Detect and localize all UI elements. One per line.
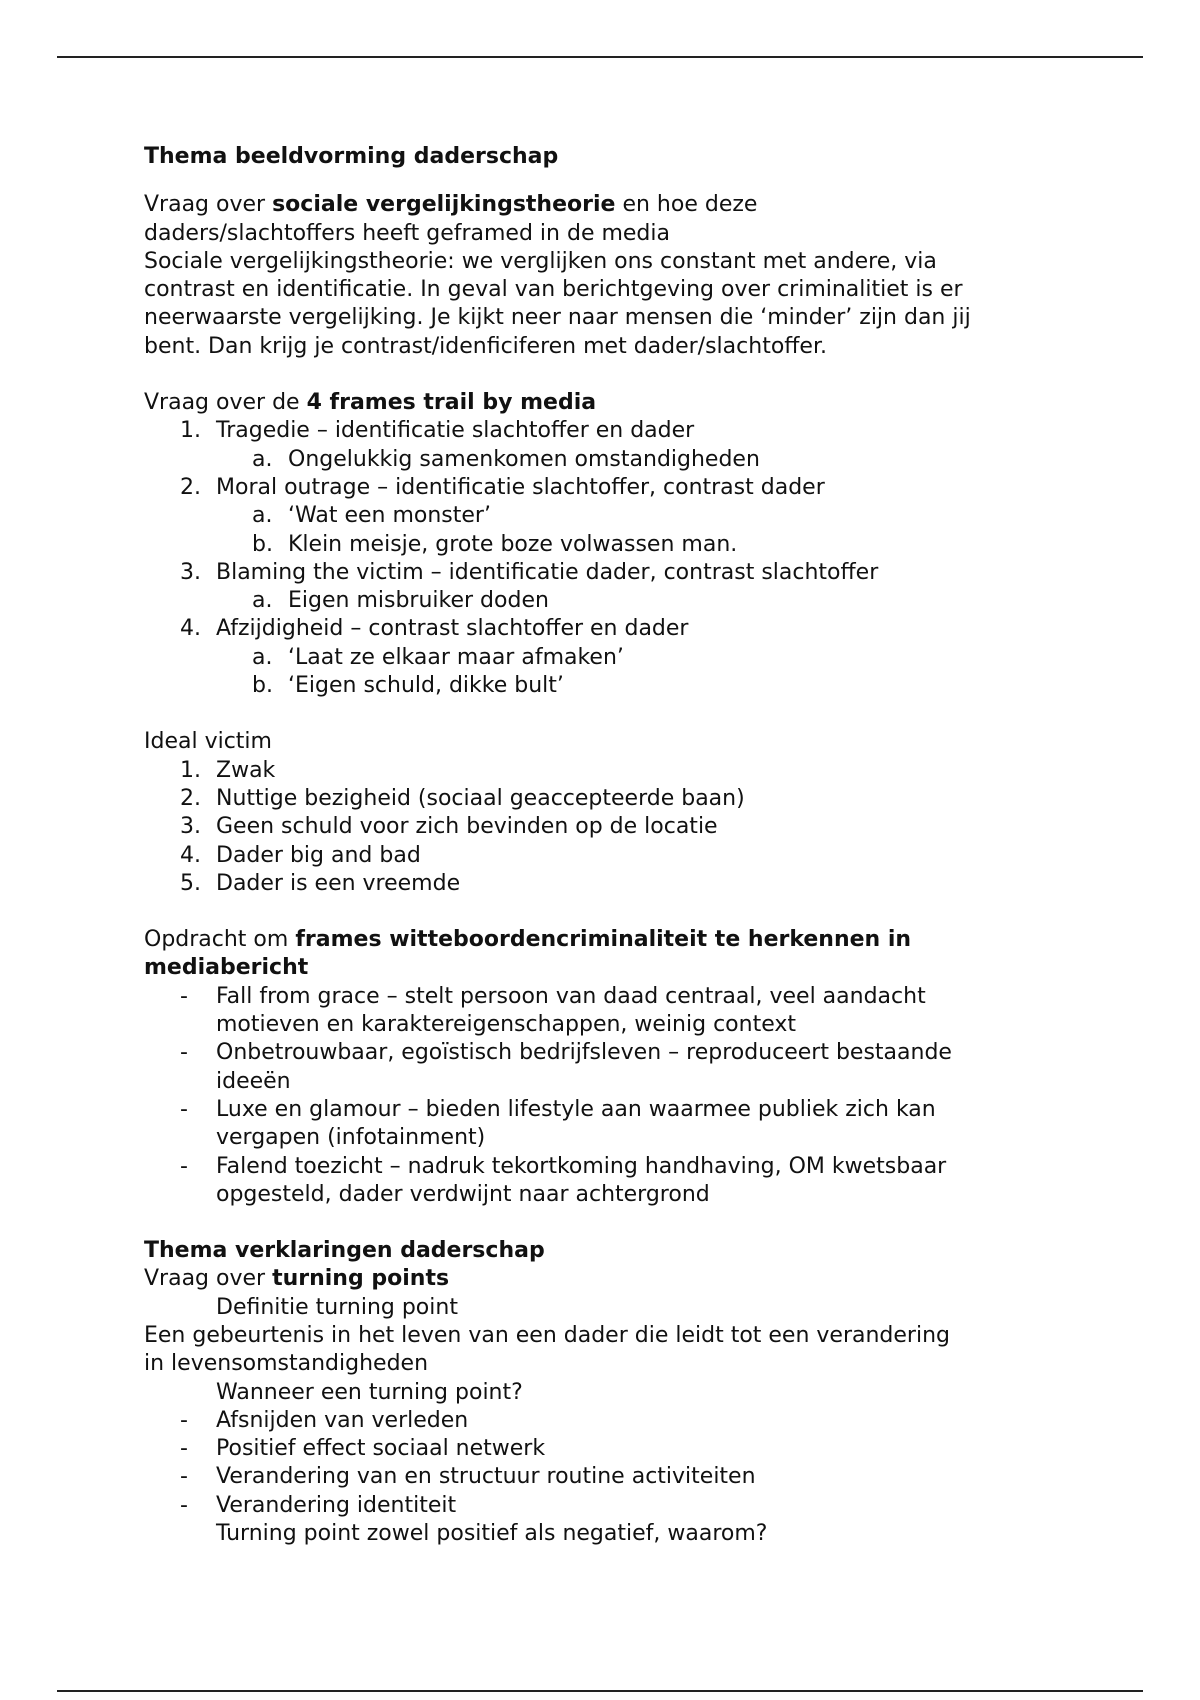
turning-point-condition: - Verandering van en structuur routine activiteiten <box>180 1464 756 1490</box>
white-collar-frame: - Falend toezicht – nadruk tekortkoming handhaving, OM kwetsbaar opgesteld, dader verdwijnt naar achtergrond <box>180 1153 947 1207</box>
ideal-victim-item: 1. Zwak <box>180 757 276 783</box>
explanation-line: bent. Dan krijg je contrast/idenficiferen met dader/slachtoffer. <box>144 333 827 359</box>
frame-item: 1. Tragedie – identificatie slachtoffer en dader <box>180 418 695 444</box>
definition-line: in levensomstandigheden <box>144 1351 429 1377</box>
explanation-line: neerwaarste vergelijking. Je kijkt neer naar mensen die ‘minder’ zijn dan jij <box>144 305 971 331</box>
white-collar-frame: - Onbetrouwbaar, egoïstisch bedrijfsleven – reproduceert bestaande ideeën <box>180 1040 952 1094</box>
frame-item: 4. Afzijdigheid – contrast slachtoffer en dader <box>180 616 689 642</box>
ideal-victim-item: 3. Geen schuld voor zich bevinden op de locatie <box>180 814 718 840</box>
question-turning-points: Vraag over turning points <box>144 1266 450 1292</box>
question-four-frames: Vraag over de 4 frames trail by media <box>144 390 597 416</box>
section-title-beeldvorming: Thema beeldvorming daderschap <box>144 144 559 169</box>
top-rule <box>57 56 1143 58</box>
assignment-white-collar-line2: mediabericht <box>144 955 309 981</box>
frame-subitem: a. Eigen misbruiker doden <box>252 588 549 614</box>
frame-item: 2. Moral outrage – identificatie slachtoffer, contrast dader <box>180 474 825 500</box>
explanation-line: contrast en identificatie. In geval van berichtgeving over criminalitiet is er <box>144 277 963 303</box>
bottom-rule <box>57 1690 1143 1692</box>
turning-point-condition: - Afsnijden van verleden <box>180 1407 469 1433</box>
ideal-victim-item: 5. Dader is een vreemde <box>180 870 461 896</box>
definition-heading: Definitie turning point <box>216 1294 458 1320</box>
frame-subitem: a. Ongelukkig samenkomen omstandigheden <box>252 446 760 472</box>
document-body <box>144 143 1084 1548</box>
closing-question: Turning point zowel positief als negatief, waarom? <box>216 1521 768 1547</box>
question-social-comparison: Vraag over sociale vergelijkingstheorie en hoe deze <box>144 192 758 218</box>
when-heading: Wanneer een turning point? <box>216 1379 523 1405</box>
section-title-verklaringen: Thema verklaringen daderschap <box>144 1238 545 1264</box>
definition-line: Een gebeurtenis in het leven van een dader die leidt tot een verandering <box>144 1322 950 1348</box>
ideal-victim-item: 4. Dader big and bad <box>180 842 421 868</box>
ideal-victim-item: 2. Nuttige bezigheid (sociaal geaccepteerde baan) <box>180 785 745 811</box>
explanation-line: Sociale vergelijkingstheorie: we verglijken ons constant met andere, via <box>144 248 937 274</box>
white-collar-frame: - Fall from grace – stelt persoon van daad centraal, veel aandacht motieven en karaktereigenschappen, weinig context <box>180 983 926 1038</box>
question-social-comparison-line2: daders/slachtoffers heeft geframed in de media <box>144 220 670 246</box>
white-collar-frame: - Luxe en glamour – bieden lifestyle aan waarmee publiek zich kan vergapen (infotainment) <box>180 1096 936 1151</box>
ideal-victim-heading: Ideal victim <box>144 729 272 755</box>
assignment-white-collar: Opdracht om frames witteboordencriminaliteit te herkennen in <box>144 927 912 953</box>
turning-point-condition: - Verandering identiteit <box>180 1492 457 1518</box>
frame-item: 3. Blaming the victim – identificatie dader, contrast slachtoffer <box>180 559 879 585</box>
frame-subitem: b. Klein meisje, grote boze volwassen man. <box>252 531 738 557</box>
frame-subitem: b. ‘Eigen schuld, dikke bult’ <box>252 673 564 699</box>
frame-subitem: a. ‘Laat ze elkaar maar afmaken’ <box>252 644 624 670</box>
frame-subitem: a. ‘Wat een monster’ <box>252 503 491 529</box>
turning-point-condition: - Positief effect sociaal netwerk <box>180 1436 546 1462</box>
